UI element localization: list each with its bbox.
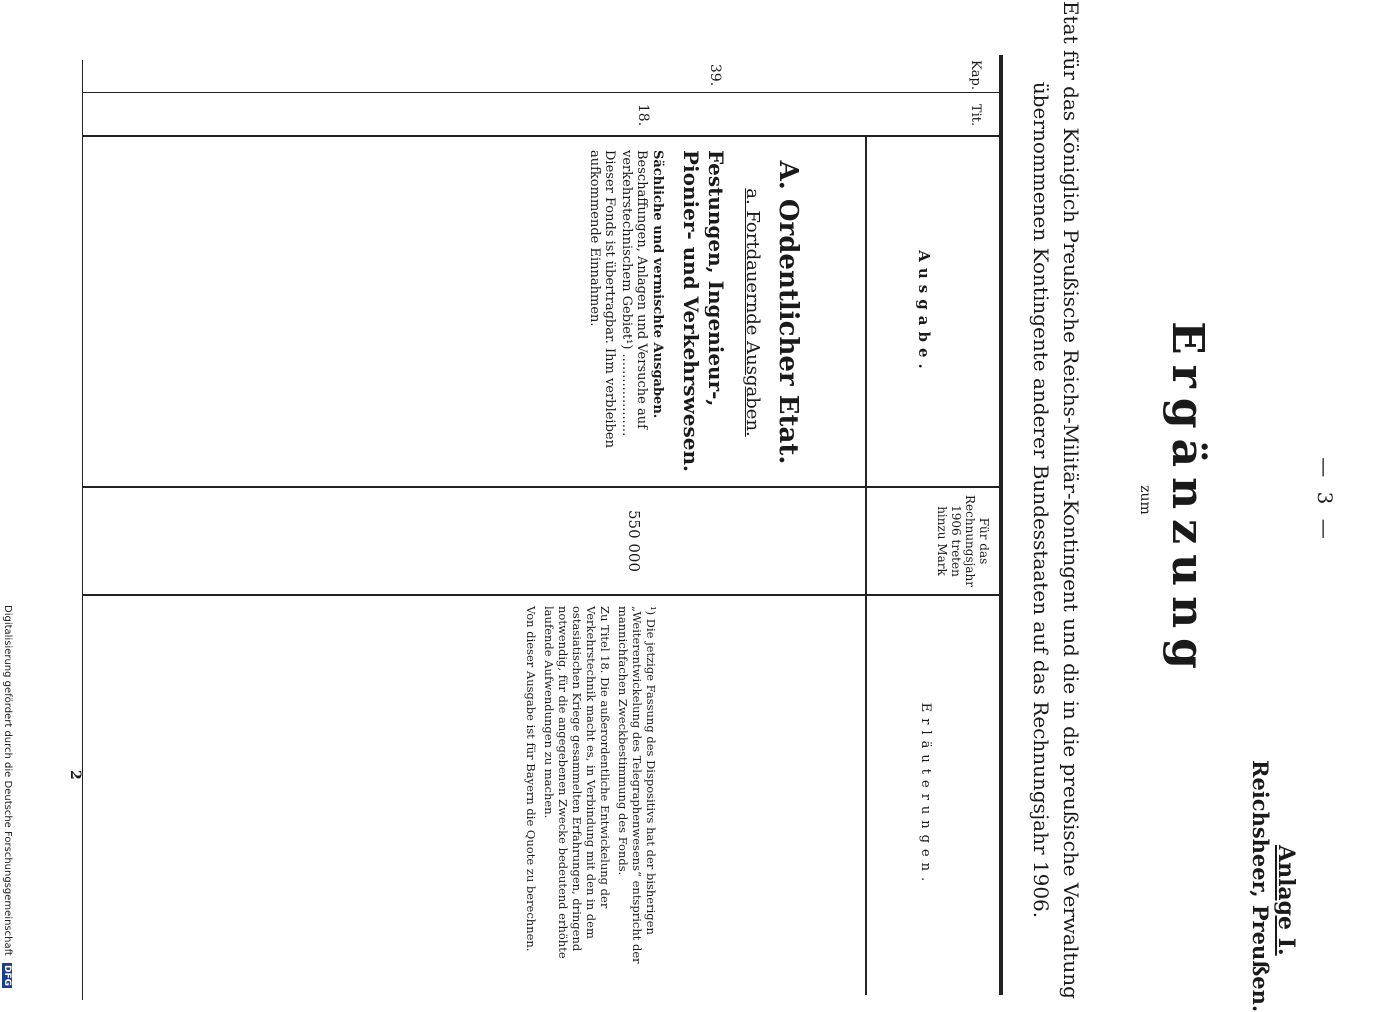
side-number: 2: [67, 770, 83, 780]
note-titel-18: Zu Titel 18. Die außerordentliche Entwickelung der Verkehrstechnik macht es, in Verbindung mit den in dem ostasiatischen Kriege gesammelten Erfahrungen, dringend notwendig, für die angegebenen Zwecke bedeutend erhöhte laufende Aufwendungen zu machen.: [542, 606, 612, 959]
amount-value: 550 000: [625, 509, 643, 573]
subtitle-line-1: Etat für das Königlich Preußische Reichs-Militär-Kontingent und die in die preußische Verwaltung: [1059, 1, 1083, 999]
header-tit: Tit.: [968, 103, 983, 127]
header-amount: Für das Rechnungsjahr 1906 treten hinzu Mark: [935, 495, 991, 587]
table-bottom-rule: [82, 60, 83, 1000]
note-footnote: ¹) Die jetzige Fassung des Dispositivs hat der bisherigen „Weiterentwickelung des Telegraphenwesens“ entspricht der mannichfachen Zweckbestimmung des Fonds.: [616, 606, 658, 964]
header-kap: Kap.: [968, 60, 983, 90]
subtitle-line-2: übernommenen Kontingente anderer Bundesstaaten auf das Rechnungsjahr 1906.: [1029, 81, 1053, 919]
section-sachliche: Sächliche und vermischte Ausgaben.: [650, 150, 665, 419]
digitization-footer: [2, 605, 13, 988]
section-festungen: Festungen, Ingenieur-, Pionier- und Verkehrswesen.: [679, 150, 728, 472]
header-erlaeuterungen: Erläuterungen.: [918, 702, 933, 888]
section-heading-a: A. Ordentlicher Etat.: [773, 160, 803, 465]
reichsheer-label: Reichsheer, Preußen.: [1248, 760, 1273, 1012]
column-divider-kap: [83, 92, 1003, 93]
dfg-logo: DFG: [2, 965, 12, 987]
column-divider-amount: [83, 594, 1003, 596]
column-divider-ausgabe: [83, 486, 1003, 488]
table-header-rule: [865, 135, 867, 995]
table-top-rule: [999, 55, 1003, 995]
footer-text: Digitalisierung gefördert durch die Deutsche Forschungsgemeinschaft: [2, 605, 13, 956]
header-ausgabe: Ausgabe.: [915, 250, 933, 375]
page-number: — 3 —: [1313, 457, 1337, 543]
kapitel-value: 39.: [707, 63, 723, 87]
item-dieser-fonds: Dieser Fonds ist übertragbar. Ihm verbleiben aufkommende Einnahmen.: [587, 150, 617, 448]
erlaeuterungen-notes: [520, 606, 658, 974]
item-beschaffungen: Beschaffungen, Anlagen und Versuche auf verkehrstechnischem Gebiet¹) ....................: [619, 150, 649, 437]
title-zum: zum: [1137, 485, 1153, 515]
section-subheading-a: a. Fortdauernde Ausgaben.: [742, 188, 763, 437]
column-divider-tit: [83, 135, 1003, 137]
note-bayern: Von dieser Ausgabe ist für Bayern die Quote zu berechnen.: [524, 606, 538, 952]
titel-value: 18.: [635, 103, 651, 127]
anlage-label: Anlage I.: [1273, 845, 1299, 956]
document-title: Ergänzung: [1162, 321, 1213, 679]
